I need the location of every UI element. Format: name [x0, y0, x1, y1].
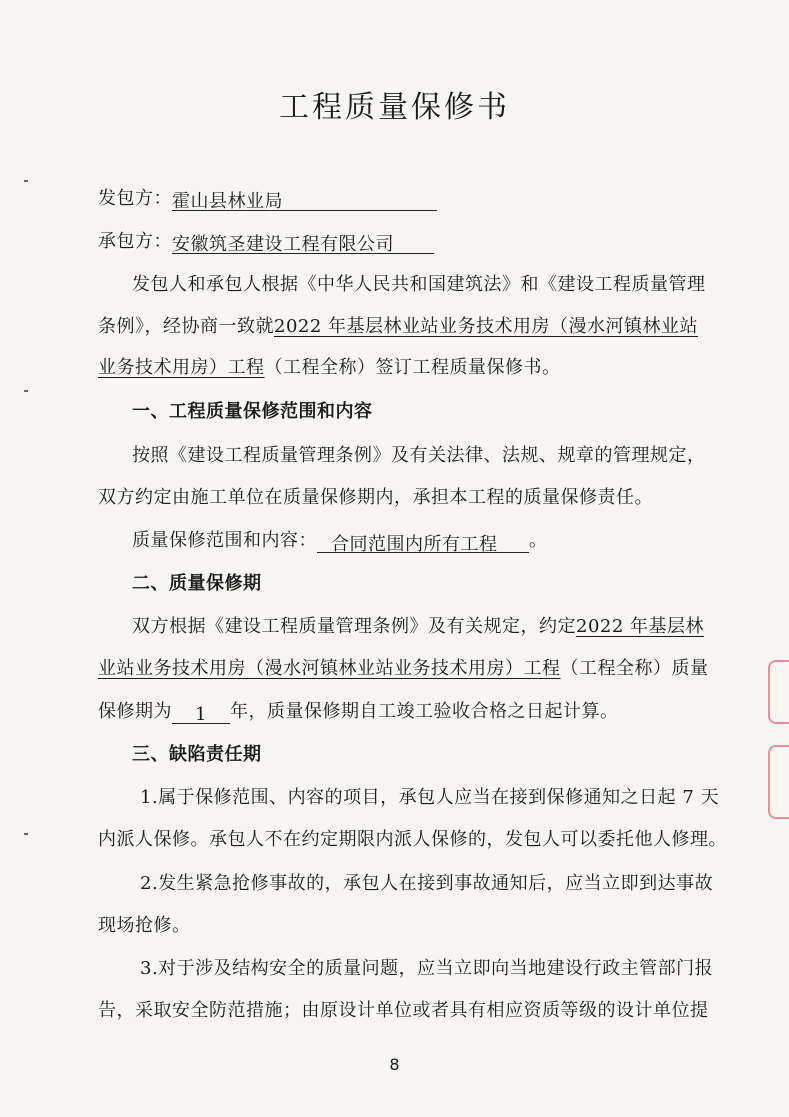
contractor-label: 承包方：	[98, 231, 172, 252]
item1-line-1: 1.属于保修范围、内容的项目，承包人应当在接到保修通知之日起 7 天	[140, 787, 720, 808]
item3-line-2: 告，采取安全防范措施；由原设计单位或者具有相应资质等级的设计单位提	[98, 1000, 709, 1021]
section2-line-2	[98, 657, 709, 681]
intro-line-3-text: （工程全称）签订工程质量保修书。	[264, 357, 561, 378]
project-name-part-1: 2022 年基层林业站业务技术用房（漫水河镇林业站	[274, 316, 699, 337]
intro-line-2-text: 条例》，经协商一致就	[98, 316, 274, 337]
employer-label: 发包方：	[98, 188, 172, 209]
contractor-blank	[172, 233, 434, 254]
section2-line-1	[132, 615, 704, 639]
section2-line-1-text: 双方根据《建设工程质量管理条例》及有关规定，约定	[132, 616, 576, 637]
scan-mark	[24, 390, 28, 392]
item2-line-2: 现场抢修。	[98, 915, 191, 936]
section2-project-part-1: 2022 年基层林	[576, 616, 705, 637]
scope-value: 合同范围内所有工程	[331, 534, 498, 555]
contractor-line	[98, 230, 434, 254]
item2-line-1: 2.发生紧急抢修事故的，承包人在接到事故通知后，应当立即到达事故	[140, 873, 714, 894]
page-number: 8	[389, 1055, 400, 1074]
section1-para-line-2: 双方约定由施工单位在质量保修期内，承担本工程的质量保修责任。	[98, 487, 653, 508]
employer-value: 霍山县林业局	[172, 191, 283, 212]
scope-blank	[317, 533, 529, 553]
section2-line-3	[98, 700, 619, 724]
scope-line	[132, 529, 548, 553]
employer-blank	[172, 190, 437, 211]
section1-para-line-1: 按照《建设工程质量管理条例》及有关法律、法规、规章的管理规定，	[132, 445, 706, 466]
section2-heading: 二、质量保修期	[132, 573, 262, 594]
section2-line-2-text: （工程全称）质量	[560, 658, 709, 679]
seal-stamp-edge	[766, 650, 789, 830]
contractor-value: 安徽筑圣建设工程有限公司	[172, 234, 394, 255]
warranty-period-label: 保修期为	[98, 701, 172, 722]
intro-line-1: 发包人和承包人根据《中华人民共和国建筑法》和《建设工程质量管理	[132, 274, 706, 295]
section2-project-part-2: 业站业务技术用房（漫水河镇林业站业务技术用房）工程	[98, 658, 561, 679]
item1-line-2: 内派人保修。承包人不在约定期限内派人保修的，发包人可以委托他人修理。	[98, 829, 727, 850]
project-name-part-2: 业务技术用房）工程	[98, 357, 265, 378]
section3-heading: 三、缺陷责任期	[132, 744, 262, 765]
section1-heading: 一、工程质量保修范围和内容	[132, 401, 373, 422]
warranty-period-blank	[172, 703, 230, 724]
scope-end: 。	[529, 530, 548, 551]
intro-line-2	[98, 315, 698, 339]
document-title: 工程质量保修书	[279, 90, 510, 125]
scan-mark	[24, 833, 28, 835]
item3-line-1: 3.对于涉及结构安全的质量问题，应当立即向当地建设行政主管部门报	[140, 958, 714, 979]
intro-line-3	[98, 356, 561, 380]
scan-mark	[24, 180, 28, 182]
employer-line	[98, 187, 437, 211]
warranty-period-value: 1	[195, 704, 207, 725]
scope-label: 质量保修范围和内容：	[132, 530, 317, 551]
warranty-period-text: 年，质量保修期自工竣工验收合格之日起计算。	[230, 701, 619, 722]
